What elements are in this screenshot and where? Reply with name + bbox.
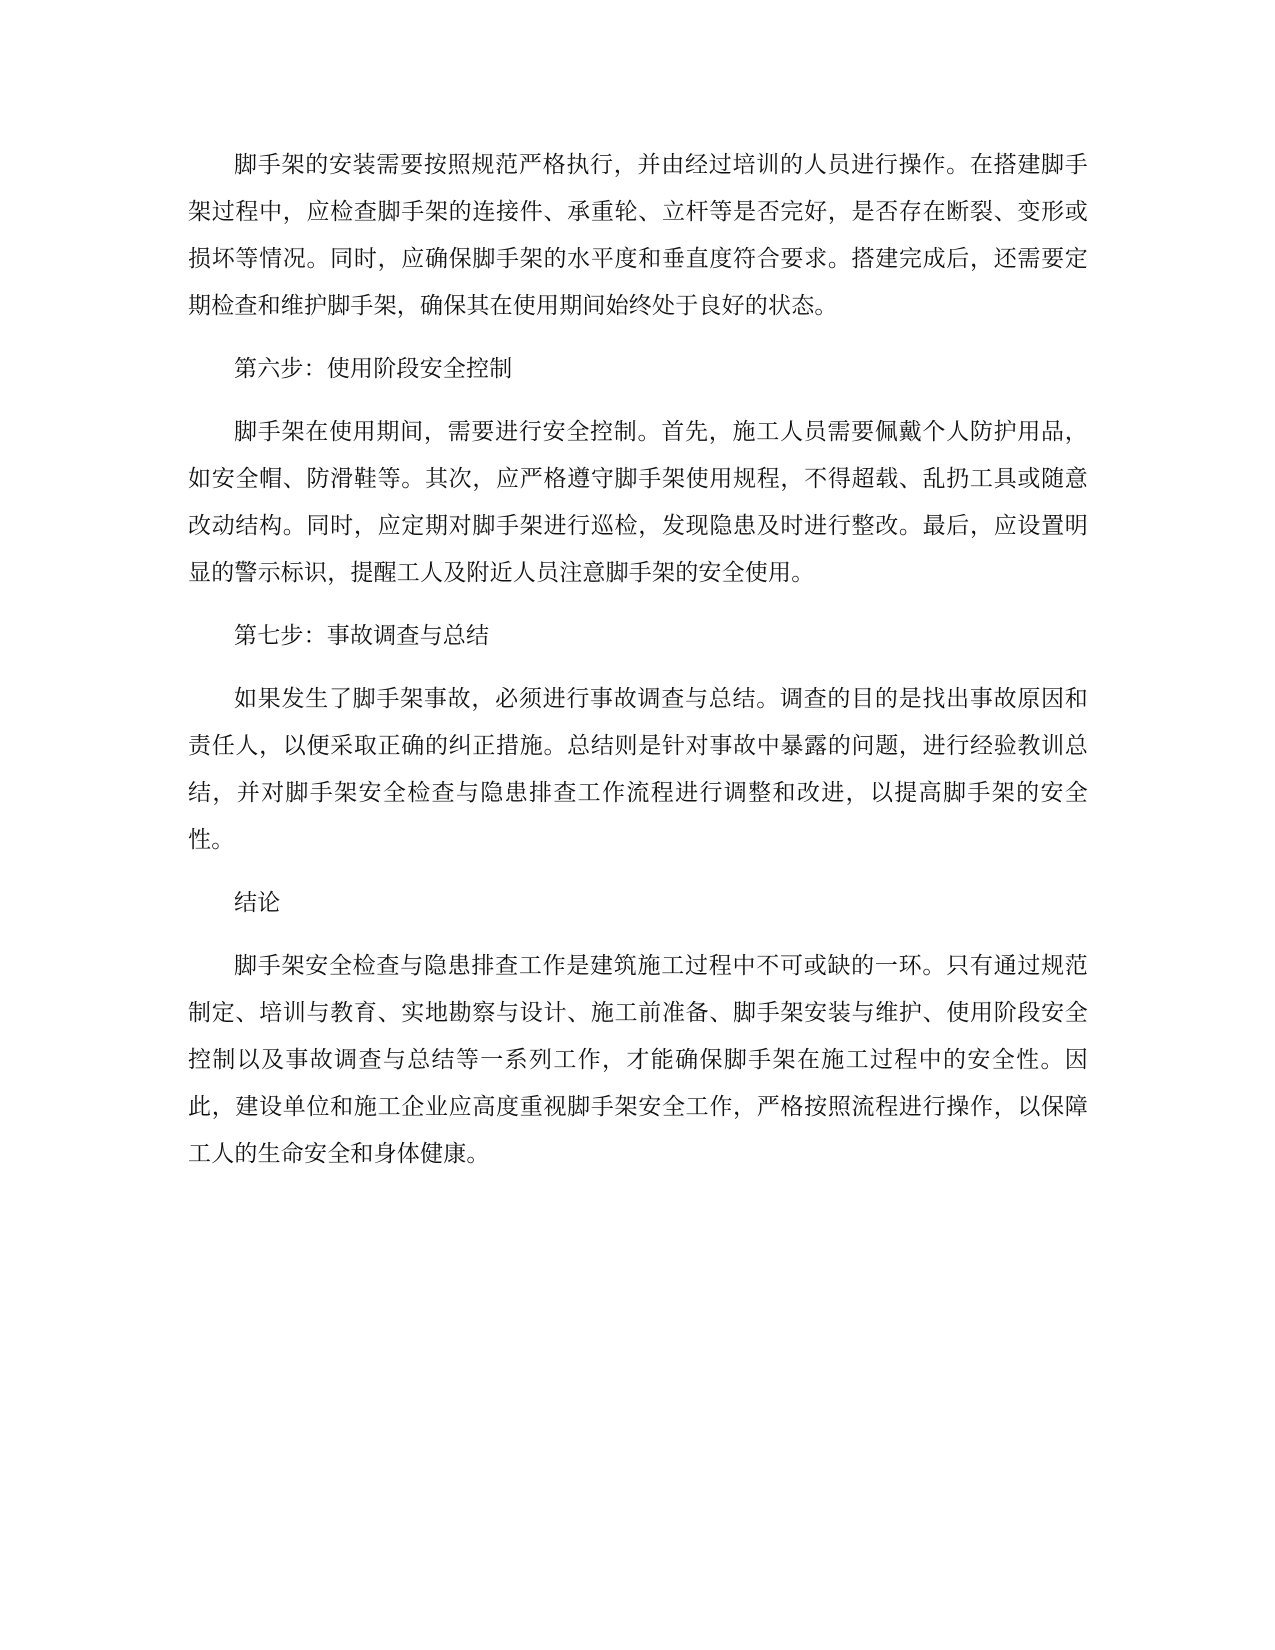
document-body bbox=[188, 142, 1088, 1194]
paragraph-usage-safety-control: 脚手架在使用期间，需要进行安全控制。首先，施工人员需要佩戴个人防护用品，如安全帽、防滑鞋等。其次，应严格遵守脚手架使用规程，不得超载、乱扔工具或随意改动结构。同时，应定期对脚手架进行巡检，发现隐患及时进行整改。最后，应设置明显的警示标识，提醒工人及附近人员注意脚手架的安全使用。 bbox=[188, 419, 1088, 586]
paragraph-scaffold-installation: 脚手架的安装需要按照规范严格执行，并由经过培训的人员进行操作。在搭建脚手架过程中，应检查脚手架的连接件、承重轮、立杆等是否完好，是否存在断裂、变形或损坏等情况。同时，应确保脚手架的水平度和垂直度符合要求。搭建完成后，还需要定期检查和维护脚手架，确保其在使用期间始终处于良好的状态。 bbox=[188, 152, 1088, 319]
heading-step-seven: 第七步：事故调查与总结 bbox=[234, 623, 490, 649]
heading-step-six: 第六步：使用阶段安全控制 bbox=[234, 356, 513, 382]
paragraph-conclusion: 脚手架安全检查与隐患排查工作是建筑施工过程中不可或缺的一环。只有通过规范制定、培训与教育、实地勘察与设计、施工前准备、脚手架安装与维护、使用阶段安全控制以及事故调查与总结等一系列工作，才能确保脚手架在施工过程中的安全性。因此，建设单位和施工企业应高度重视脚手架安全工作，严格按照流程进行操作，以保障工人的生命安全和身体健康。 bbox=[188, 953, 1088, 1167]
heading-conclusion: 结论 bbox=[234, 890, 281, 916]
paragraph-accident-investigation: 如果发生了脚手架事故，必须进行事故调查与总结。调查的目的是找出事故原因和责任人，以便采取正确的纠正措施。总结则是针对事故中暴露的问题，进行经验教训总结，并对脚手架安全检查与隐患排查工作流程进行调整和改进，以提高脚手架的安全性。 bbox=[188, 686, 1088, 853]
